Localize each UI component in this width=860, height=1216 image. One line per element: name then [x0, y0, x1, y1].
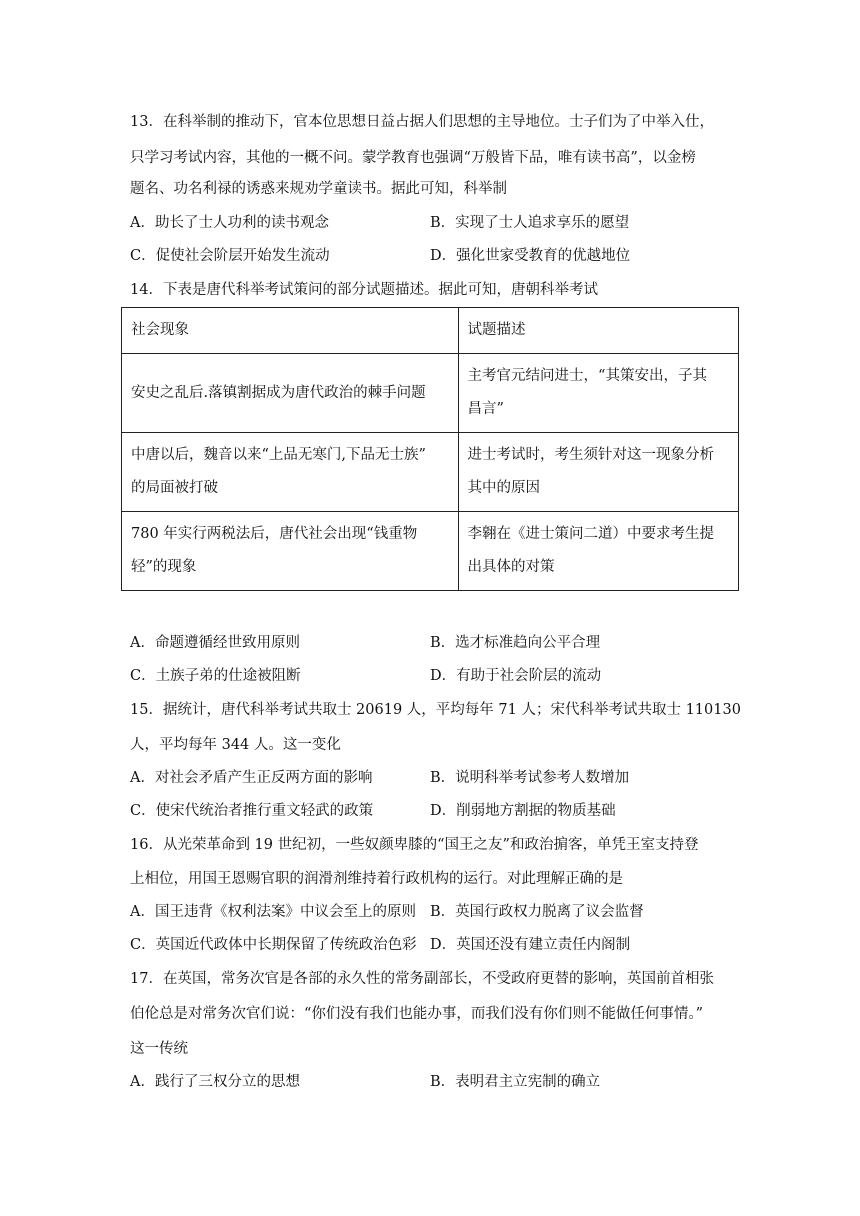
- q13-option-a: A．助长了士人功利的读书观念: [130, 215, 329, 231]
- cell-text: 中唐以后，魏音以来“上品无寒门,下品无士族”: [131, 447, 426, 463]
- q15-option-a: A．对社会矛盾产生正反两方面的影响: [130, 770, 373, 786]
- q13-option-c: C．促使社会阶层开始发生流动: [130, 248, 330, 264]
- q15-option-d: D．削弱地方割据的物质基础: [430, 803, 616, 819]
- q14-option-a: A．命题遵循经世致用原则: [130, 635, 300, 651]
- q17-stem-line-3: 这一传统: [130, 1041, 188, 1057]
- cell-text: 昌言”: [467, 401, 504, 417]
- cell-text: 轻”的现象: [131, 559, 197, 575]
- cell-text: 进士考试时，考生须针对这一现象分析: [467, 447, 715, 463]
- q15-option-c: C．使宋代统治者推行重文轻武的政策: [130, 803, 374, 819]
- q17-stem-line-1: 17．在英国，常务次官是各部的永久性的常务副部长，不受政府更替的影响，英国前首相张: [130, 971, 714, 987]
- q14-option-d: D．有助于社会阶层的流动: [430, 668, 602, 684]
- q16-stem-line-1: 16．从光荣革命到 19 世纪初，一些奴颜卑膝的“国王之友”和政治掮客，单凭王室支持登: [130, 837, 699, 853]
- cell-text: 的局面被打破: [131, 480, 218, 496]
- q16-option-a: A．国王违背《权利法案》中议会至上的原则: [130, 904, 416, 920]
- table-cell-description: [458, 354, 738, 433]
- cell-text: 780 年实行两税法后，唐代社会出现“钱重物: [131, 526, 418, 542]
- q16-option-c: C．英国近代政体中长期保留了传统政治色彩: [130, 937, 417, 953]
- table-header-phenomenon: 社会现象: [122, 308, 459, 354]
- q14-option-b: B．选才标准趋向公平合理: [430, 635, 601, 651]
- q17-option-b: B．表明君主立宪制的确立: [430, 1074, 601, 1090]
- table-row: [122, 354, 739, 433]
- q13-stem-line-1: 13．在科举制的推动下，官本位思想日益占据人们思想的主导地位。士子们为了中举入仕，: [130, 114, 714, 130]
- q13-stem-line-2: 只学习考试内容，其他的一概不问。蒙学教育也强调“万般皆下品，唯有读书高”，以金榜: [130, 150, 696, 166]
- table-row: [122, 512, 739, 591]
- cell-text: 李翱在《进士策问二道）中要求考生提: [467, 526, 715, 542]
- q14-stem: 14．下表是唐代科举考试策问的部分试题描述。据此可知，唐朝科举考试: [130, 282, 598, 298]
- table-cell-phenomenon: [122, 512, 459, 591]
- table-header-description: 试题描述: [458, 308, 738, 354]
- q15-stem-line-1: 15．据统计，唐代科举考试共取士 20619 人，平均每年 71 人；宋代科举考试共取士 110130: [130, 702, 741, 718]
- table-cell-description: [458, 512, 738, 591]
- cell-text: 安史之乱后.落镇割据成为唐代政治的棘手问题: [131, 384, 426, 401]
- cell-text: 主考官元结问进士，“其策安出，子其: [467, 368, 707, 384]
- q16-stem-line-2: 上相位，用国王恩赐官职的润滑剂维持着行政机构的运行。对此理解正确的是: [130, 871, 623, 887]
- q16-option-d: D．英国还没有建立责任内阁制: [430, 937, 631, 953]
- q15-option-b: B．说明科举考试参考人数增加: [430, 770, 630, 786]
- q13-stem-line-3: 题名、功名利禄的诱惑来规劝学童读书。据此可知，科举制: [130, 181, 507, 197]
- cell-text: 其中的原因: [467, 480, 541, 496]
- q16-option-b: B．英国行政权力脱离了议会监督: [430, 904, 644, 920]
- table-cell-description: [458, 433, 738, 512]
- q13-option-b: B．实现了士人追求享乐的愿望: [430, 215, 630, 231]
- q14-table: [121, 307, 739, 591]
- q13-option-d: D．强化世家受教育的优越地位: [430, 248, 631, 264]
- cell-text: 出具体的对策: [467, 559, 555, 575]
- table-cell-phenomenon: [122, 433, 459, 512]
- q14-option-c: C．土族子弟的仕途被阻断: [130, 668, 301, 684]
- q15-stem-line-2: 人，平均每年 344 人。这一变化: [130, 737, 341, 753]
- table-header-row: [122, 308, 739, 354]
- q17-stem-line-2: 伯伦总是对常务次官们说：“你们没有我们也能办事，而我们没有你们则不能做任何事情。”: [130, 1006, 704, 1022]
- table-row: [122, 433, 739, 512]
- table-cell-phenomenon: [122, 354, 459, 433]
- q17-option-a: A．践行了三权分立的思想: [130, 1074, 300, 1090]
